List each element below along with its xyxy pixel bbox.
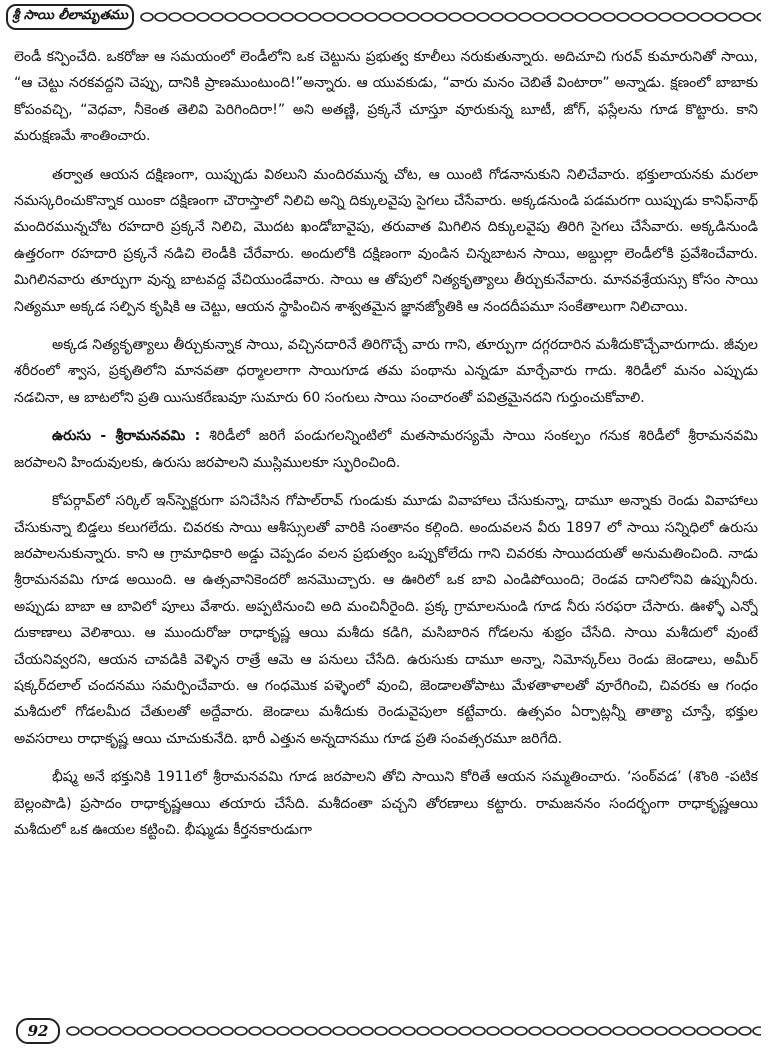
page-number: 92 — [16, 1018, 60, 1044]
page-body — [14, 44, 758, 1014]
paragraph-6: భీష్మ అనే భక్తునికి 1911లో శ్రీరామనవమి గూడ జరపాలని తోచి సాయిని కోరితే ఆయన సమ్మతించారు. ‘సంఠ్‌వడ’ (శొంఠి -పటిక బెల్లంపొడి) ప్రసాదం రాధాకృష్ణఆయి తయారు చేసేది. మశీదంతా పచ్చని తోరణాలు కట్టారు. రామజననం సందర్భంగా రాధాకృష్ణఆయి మశీదులో ఒక ఊయల కట్టించి. భీష్ముడు కీర్తనకారుడుగా — [14, 769, 758, 838]
paragraph-3: అక్కడ నిత్యకృత్యాలు తీర్చుకున్నాక సాయి, వచ్చినదారినే తిరిగొచ్చే వారు గాని, తూర్పుగా దగ్గరదారిన మశీదుకొచ్చేవారుగాదు. జీవుల శరీరంలో శ్వాస, ప్రకృతిలోని మానవతా ధర్మాలలాగా సాయిగూడ తమ పంథాను ఎన్నడూ మార్చేవారు గాదు. శిరిడీలో మనం ఎప్పుడు నడచినా, ఆ బాటలోని ప్రతి యిసుకరేణువూ సుమారు 60 సంగులు సాయి సంచారంతో పవిత్రమైనదని గుర్తుంచుకోవాలి. — [14, 337, 758, 406]
book-title: శ్రీ సాయి లీలామృతము — [6, 4, 134, 30]
section-heading-urusu-ramanavami: ఉరుసు - శ్రీరామనవమి : — [52, 428, 201, 445]
decorative-chain-border-bottom — [66, 1024, 761, 1038]
page-header — [6, 4, 763, 34]
paragraph-4-text: శిరిడీలో జరిగే పండుగలన్నింటిలో మతసామరస్యమే సాయి సంకల్పం గనుక శిరిడీలో శ్రీరామనవమి జరపాలని హిందువులకు, ఉరుసు జరపాలని ముస్లిములకూ స్ఫురించింది. — [14, 428, 758, 471]
paragraph-2: తర్వాత ఆయన దక్షిణంగా, యిప్పుడు విఠలుని మందిరమున్న చోట, ఆ యింటి గోడనానుకుని నిలిచేవారు. భక్తులాయనకు మరలా నమస్కరించుకొన్నాక యింకా దక్షిణంగా చౌరాస్తాలో నిలిచి అన్ని దిక్కులవైపు సైగలు చేసేవారు. అక్కడనుండి పడమరగా యిప్పుడు కానిఫ్‌నాథ్ మందిరమున్నచోట రహదారి ప్రక్కనే నిలిచి, మొదట ఖండోబావైపు, తరువాత మిగిలిన దిక్కులవైపు తిరిగి సైగలు చేసేవారు. అక్కడినుండి ఉత్తరంగా రహదారి ప్రక్కనే నడిచి లెండీకి చేరేవారు. అందులోకి దక్షిణంగా వుండిన చిన్నబాటన సాయి, అబ్దుల్లా లెండీలోకి ప్రవేశించేవారు. మిగిలినవారు తూర్పుగా వున్న బాటవద్ద వేచియుండేవారు. సాయి ఆ తోపులో నిత్యకృత్యాలు తీర్చుకునేవారు. మానవశ్రేయస్సు కోసం సాయి నిత్యమూ అక్కడ సల్పిన కృషికి ఆ చెట్టు, ఆయన స్థాపించిన శాశ్వతమైన జ్ఞానజ్యోతికి ఆ నందదీపమూ సంకేతాలుగా నిలిచాయి. — [14, 166, 758, 315]
paragraph-4 — [14, 423, 758, 476]
paragraph-1: లెండీ కన్పించేది. ఒకరోజు ఆ సమయంలో లెండీలోని ఒక చెట్టును ప్రభుత్వ కూలీలు నరుకుతున్నారు. అదిచూచి గురవ్ కుమారునితో సాయి, “ఆ చెట్టు నరకవద్దని చెప్పు, దానికి ప్రాణముంటుంది!”అన్నారు. ఆ యువకుడు, “వారు మనం చెబితే వింటారా” అన్నాడు. క్షణంలో బాబాకు కోపంవచ్చి, “వెధవా, నీకెంత తెలివి పెరిగిందిరా!” అని అతణ్ణి, ప్రక్కనే చూస్తూ వూరుకున్న బూటీ, జోగ్, ఫస్లేలను గూడ కొట్టారు. కాని మరుక్షణమే శాంతించారు. — [14, 49, 758, 145]
paragraph-5: కోపర్గావ్‌లో సర్కిల్ ఇన్‌స్పెక్టరుగా పనిచేసిన గోపాల్‌రావ్ గుండుకు మూడు వివాహాలు చేసుకున్నా, దామూ అన్నాకు రెండు వివాహాలు చేసుకున్నా బిడ్డలు కలుగలేదు. చివరకు సాయి ఆశీస్సులతో వారికి సంతానం కల్గింది. అందువలన వీరు 1897 లో సాయి సన్నిధిలో ఉరుసు జరపాలనుకున్నారు. కాని ఆ గ్రామాధికారి అడ్డు చెప్పడం వలన ప్రభుత్వం ఒప్పుకోలేదు గాని చివరకు సాయిదయతో అనుమతించింది. నాడు శ్రీరామనవమి గూడ అయింది. ఆ ఉత్సవానికెందరో జనమొచ్చారు. ఆ ఊరిలో ఒక బావి ఎండిపోయింది; రెండవ దానిలోనివి ఉప్పునీరు. అప్పుడు బాబా ఆ బావిలో పూలు వేశారు. అప్పటినుంచి అది మంచినీరైంది. ప్రక్క గ్రామాలనుండి గూడ నీరు సరఫరా చేసారు. ఊళ్ళో ఎన్నో దుకాణాలు వెలిశాయి. ఆ ముందురోజు రాధాకృష్ణ ఆయి మశీదు కడిగి, మసిబారిన గోడలను శుభ్రం చేసేది. సాయి మశీదులో వుంటే చేయనివ్వరని, ఆయన చావడికి వెళ్ళిన రాత్రే ఆమె ఆ పనులు చేసేది. ఉరుసుకు దామూ అన్నా, నిమోన్కర్‌లు రెండు జెండాలు, అమీర్ షక్కర్‌దలాల్ చందనము సమర్పించేవారు. ఆ గంధమొక పళ్ళెంలో వుంచి, జెండాలతోపాటు మేళతాళాలతో వూరేగించి, చివరకు ఆ గంధం మశీదులో గోడలమీద చేతులతో అద్దేవారు. జెండాలు మశీదుకు రెండువైపులా కట్టేవారు. ఉత్సవం ఏర్పాట్లన్నీ తాత్యా చూస్తే, భక్తుల అవసరాలు రాధాకృష్ణ ఆయి చూచుకునేది. భారీ ఎత్తున అన్నదానము గూడ ప్రతి సంవత్సరమూ జరిగేది. — [14, 493, 758, 747]
decorative-chain-border-top — [140, 10, 761, 24]
page-footer — [6, 1018, 763, 1048]
